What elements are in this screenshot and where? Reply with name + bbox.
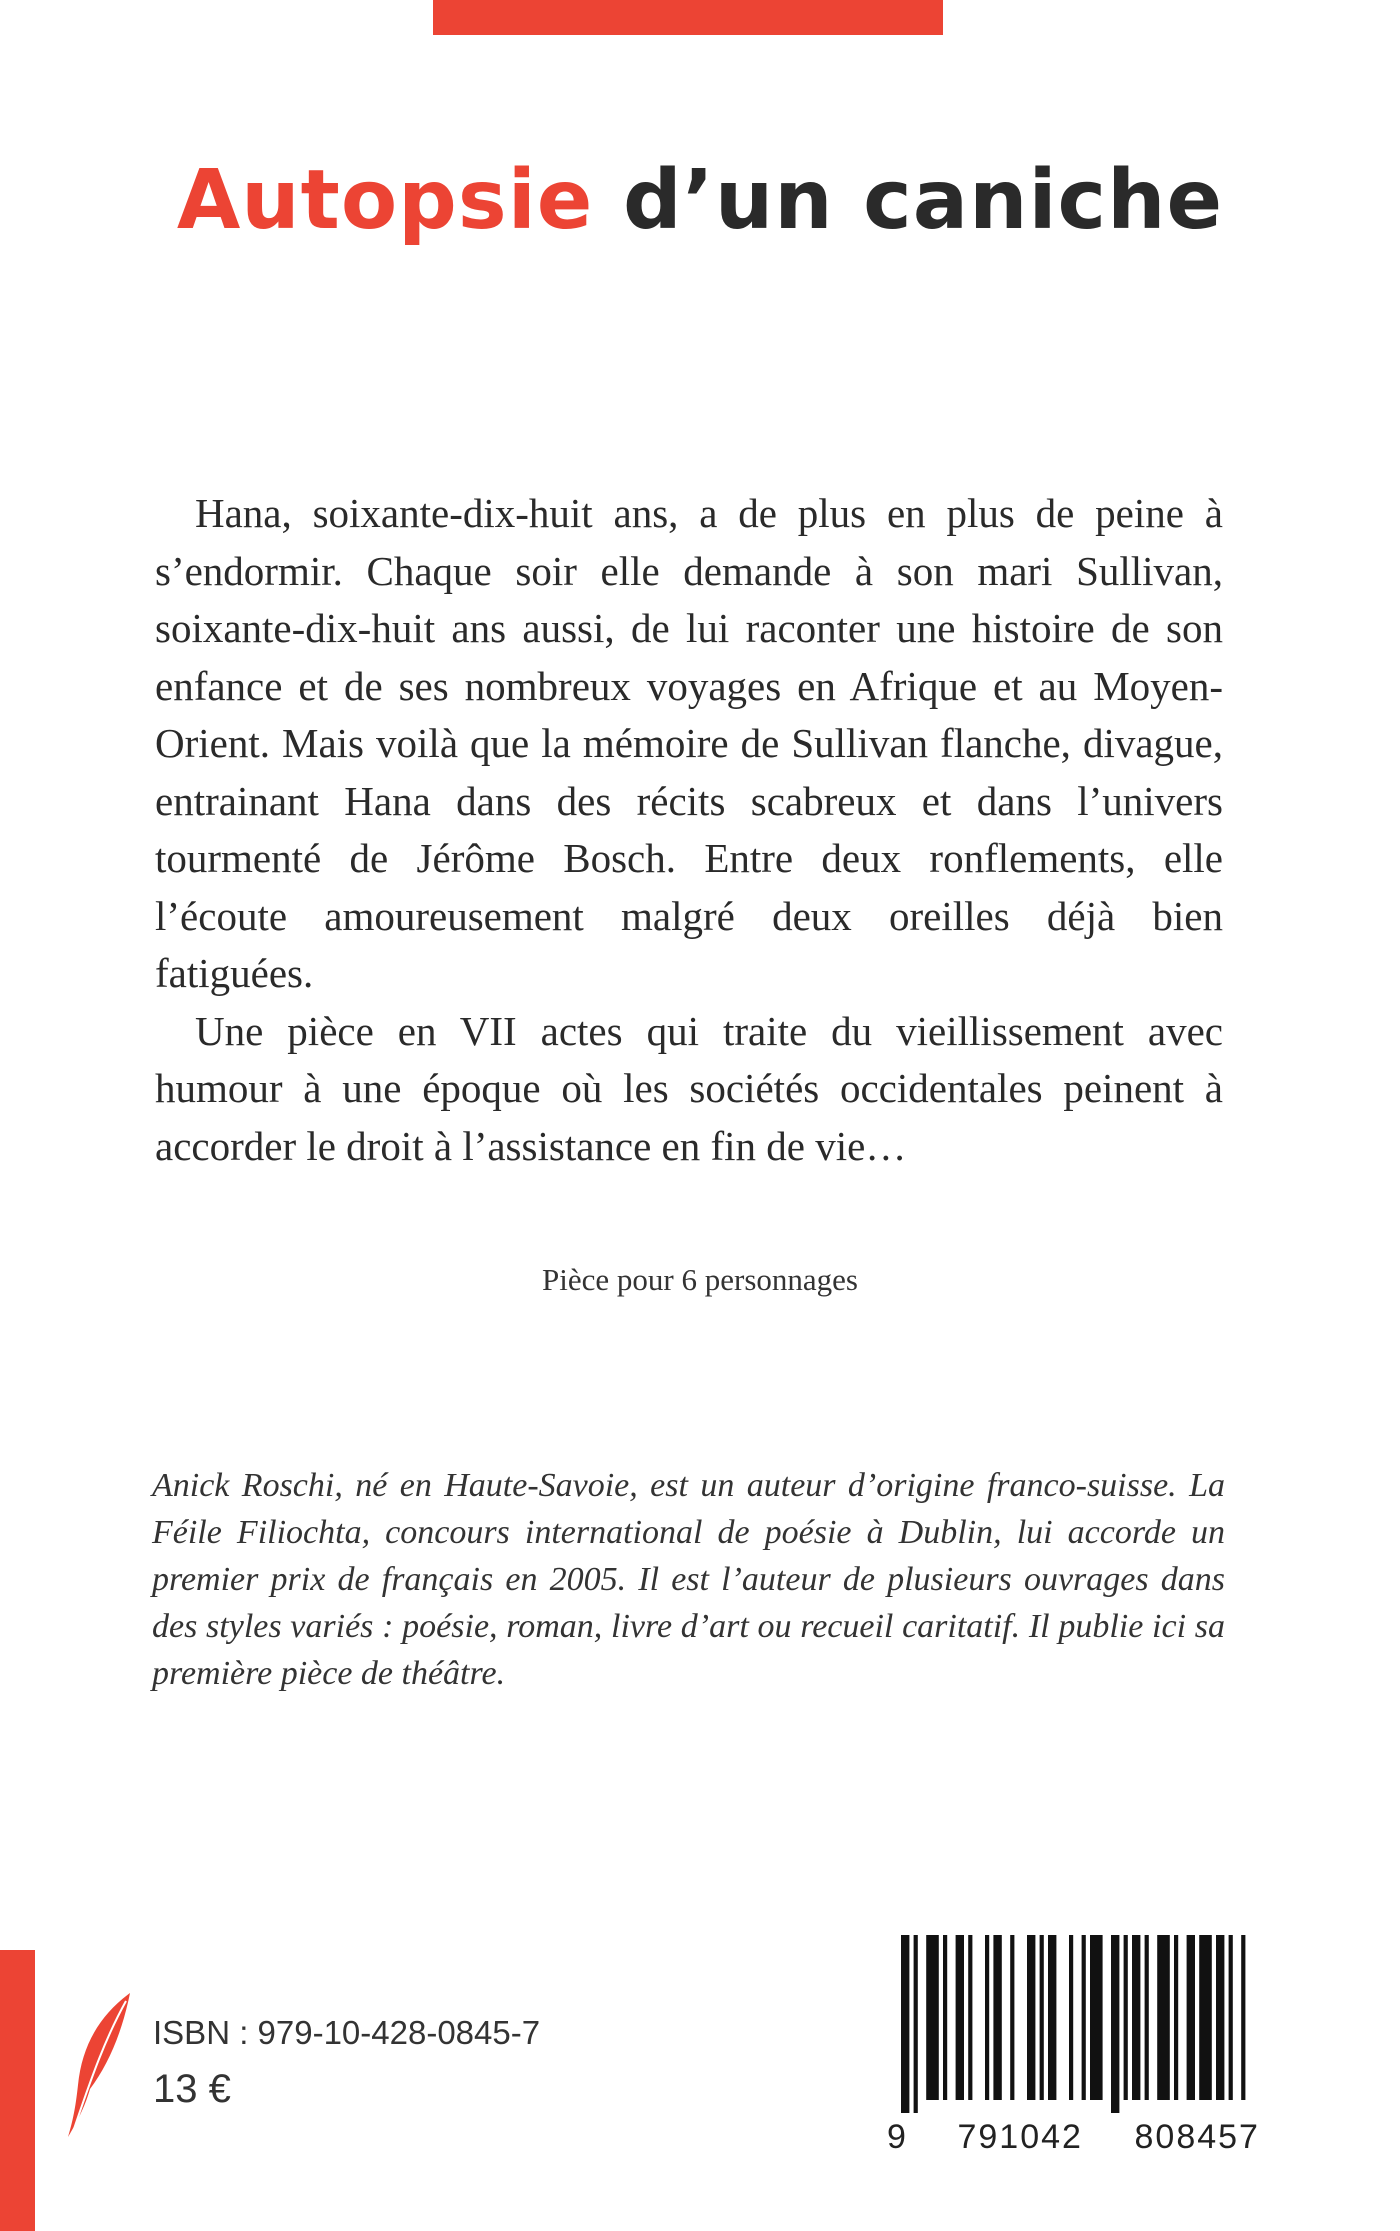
barcode-digits-left: 791042 — [957, 2118, 1083, 2156]
book-title — [0, 153, 1400, 248]
synopsis — [155, 485, 1223, 1175]
barcode-bar — [1241, 1935, 1245, 2100]
feather-icon — [60, 1985, 138, 2145]
barcode-bar — [1082, 1935, 1086, 2100]
barcode-bar — [901, 1935, 909, 2113]
author-bio — [152, 1462, 1225, 1697]
barcode-bar — [1199, 1935, 1212, 2100]
author-bio-text: Anick Roschi, né en Haute-Savoie, est un auteur d’origine franco-suisse. La Féile Filiochta, concours international de poésie à Dublin, lui accorde un premier prix de français en 2005. Il est l’auteur de plusieurs ouvrages dans des styles variés : poésie, roman, livre d’art ou recueil caritatif. Il publie ici sa première pièce de théâtre. — [152, 1467, 1225, 1692]
barcode-digits-right: 808457 — [1134, 2118, 1260, 2156]
character-count: Pièce pour 6 personnages — [542, 1262, 858, 1297]
barcode — [897, 1935, 1260, 2113]
barcode-digit-first: 9 — [887, 2118, 906, 2156]
barcode-bar — [1090, 1935, 1103, 2100]
top-accent-bar — [433, 0, 943, 35]
barcode-bar — [926, 1935, 939, 2100]
barcode-bar — [956, 1935, 964, 2100]
barcode-bar — [1010, 1935, 1014, 2100]
isbn: ISBN : 979-10-428-0845-7 — [153, 2014, 541, 2051]
synopsis-paragraph: Une pièce en VII actes qui traite du vieillissement avec humour à une époque où les sociétés occidentales peinent à accorder le droit à l’assistance en fin de vie… — [155, 1007, 1223, 1169]
barcode-bar — [1027, 1935, 1035, 2100]
barcode-bar — [1145, 1935, 1149, 2100]
barcode-bar — [1048, 1935, 1056, 2100]
barcode-number — [887, 2118, 1260, 2157]
barcode-bar — [1040, 1935, 1044, 2100]
barcode-bar — [1069, 1935, 1073, 2100]
barcode-bar — [985, 1935, 989, 2100]
barcode-bar — [968, 1935, 972, 2100]
barcode-bar — [993, 1935, 1001, 2100]
barcode-bar — [1187, 1935, 1195, 2100]
barcode-bar — [1216, 1935, 1224, 2100]
price: 13 € — [153, 2067, 231, 2111]
barcode-bar — [1132, 1935, 1140, 2100]
barcode-bars — [897, 1935, 1260, 2113]
side-accent-bar — [0, 1950, 35, 2231]
synopsis-paragraph: Hana, soixante-dix-huit ans, a de plus en plus de peine à s’endormir. Chaque soir elle demande à son mari Sullivan, soixante-dix-huit ans aussi, de lui raconter une histoire de son enfance et de ses nombreux voyages en Afrique et au Moyen-Orient. Mais voilà que la mémoire de Sullivan flanche, divague, entrainant Hana dans des récits scabreux et dans l’univers tourmenté de Jérôme Bosch. Entre deux ronflements, elle l’écoute amoureusement malgré deux oreilles déjà bien fatiguées. — [155, 490, 1223, 996]
barcode-bar — [943, 1935, 947, 2100]
title-accent-word: Autopsie — [176, 153, 594, 248]
barcode-bar — [1111, 1935, 1119, 2113]
title-rest: d’un caniche — [622, 153, 1224, 248]
barcode-bar — [914, 1935, 918, 2113]
barcode-bar — [1157, 1935, 1170, 2100]
barcode-bar — [1174, 1935, 1178, 2100]
barcode-bar — [1229, 1935, 1233, 2100]
barcode-bar — [1124, 1935, 1128, 2100]
